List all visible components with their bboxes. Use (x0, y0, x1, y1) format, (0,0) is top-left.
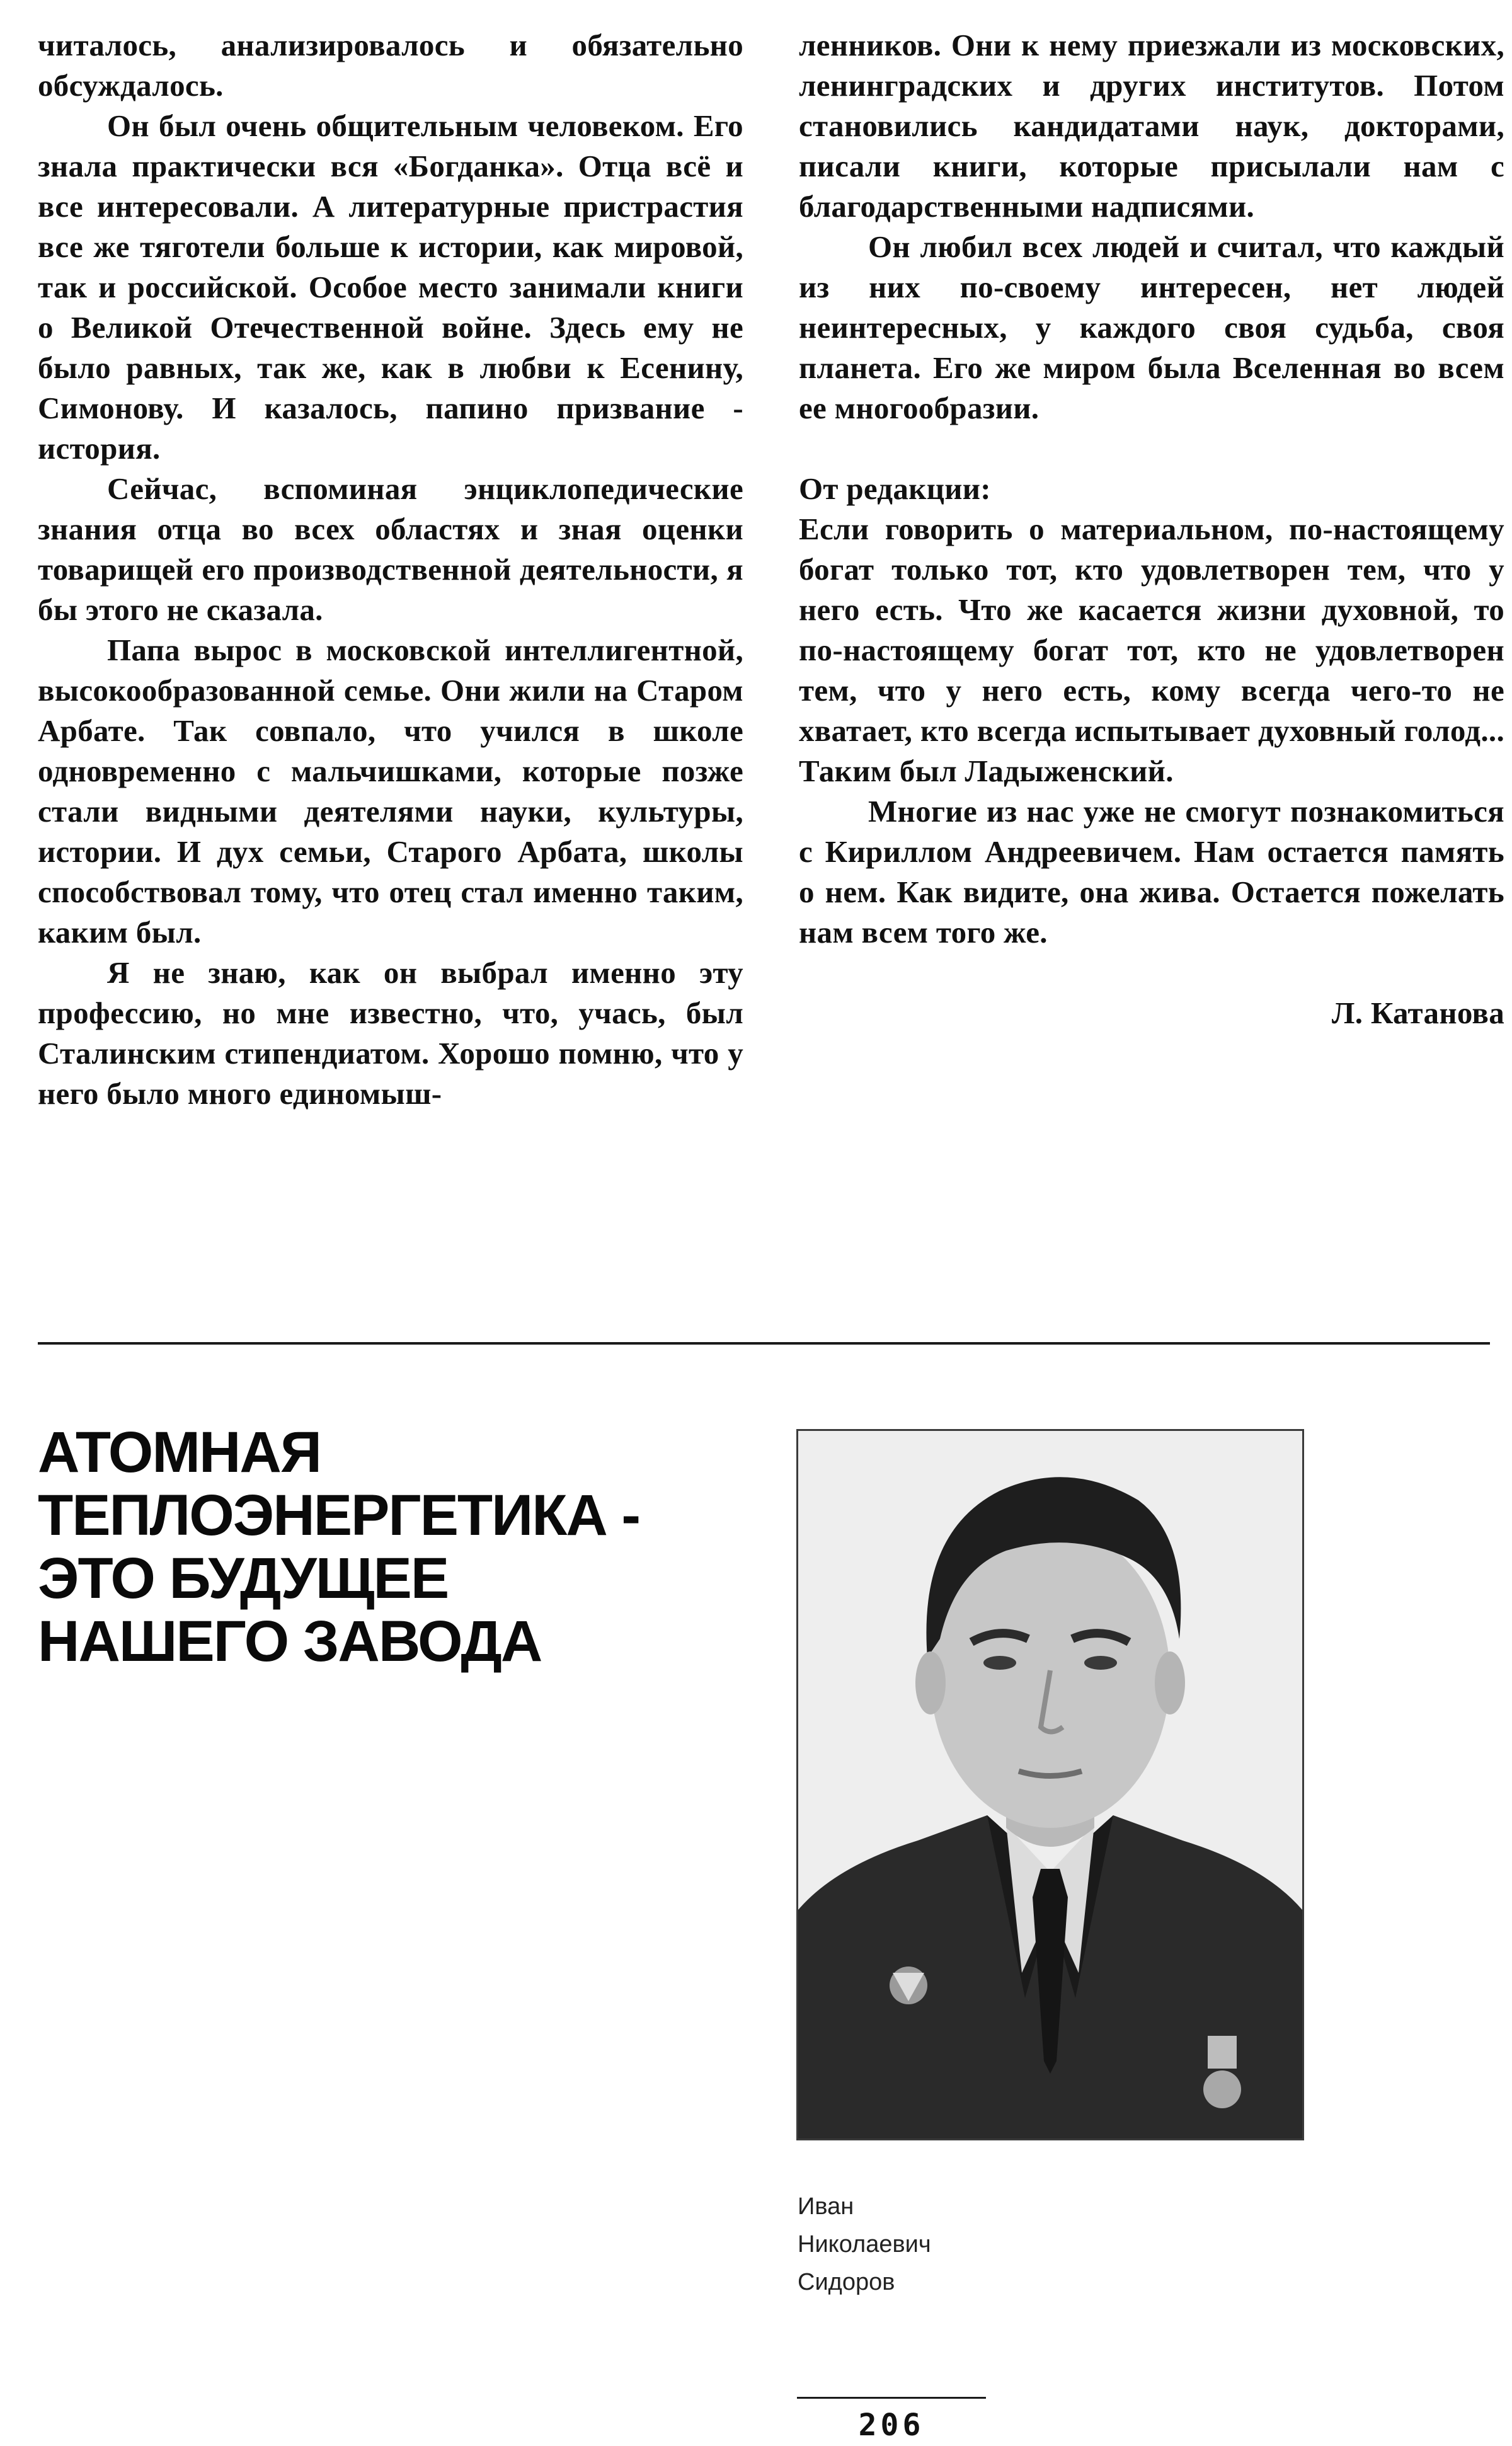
right-column (799, 25, 1504, 1033)
headline-line: ЭТО БУДУЩЕЕ (38, 1546, 449, 1611)
page-number: 206 (858, 2408, 925, 2443)
page-number-rule (797, 2397, 986, 2399)
caption-line: Сидоров (798, 2269, 895, 2295)
portrait-photo (796, 1429, 1304, 2140)
headline-line: ТЕПЛОЭНЕРГЕТИКА - (38, 1483, 640, 1547)
left-column (38, 25, 743, 1114)
photo-caption (798, 2188, 931, 2301)
editorial-heading: От редакции: (799, 471, 991, 506)
headline-line: НАШЕГО ЗАВОДА (38, 1609, 542, 1674)
article-headline (38, 1421, 668, 1673)
paragraph: Сейчас, вспоминая энциклопедические знания отца во всех областях и зная оценки товарищей его производственной деятельности, я бы этого не сказала. (38, 471, 743, 627)
paragraph: читалось, анализировалось и обязательно обсуждалось. (38, 28, 743, 103)
section-divider (38, 1342, 1490, 1345)
paragraph: Папа вырос в московской интеллигентной, высокообразованной семье. Они жили на Старом Арбате. Так совпало, что учился в школе одновременно с мальчишками, которые позже стали видными деятелями науки, культуры, истории. И дух семьи, Старого Арбата, школы способствовал тому, что отец стал именно таким, каким был. (38, 633, 743, 950)
paragraph: Он любил всех людей и считал, что каждый из них по-своему интересен, нет людей неинтересных, у каждого своя судьба, своя планета. Его же миром была Вселенная во всем ее многообразии. (799, 229, 1504, 425)
editorial-text: Если говорить о материальном, по-настоящему богат только тот, кто удовлетворен тем, что у него есть. Что же касается жизни духовной, то по-настоящему богат тот, кто не удовлетворен тем, что у него есть, кому всегда чего-то не хватает, кто всегда испытывает духовный голод... Таким был Ладыженский. (799, 512, 1504, 788)
caption-line: Николаевич (798, 2231, 931, 2258)
headline-line: АТОМНАЯ (38, 1420, 321, 1484)
author-signature: Л. Катанова (1331, 996, 1504, 1030)
paragraph: ленников. Они к нему приезжали из московских, ленинградских и других институтов. Потом становились кандидатами наук, докторами, писали книги, которые присылали нам с благодарственными надписями. (799, 28, 1504, 224)
caption-line: Иван (798, 2193, 854, 2220)
paragraph: Он был очень общительным человеком. Его знала практически вся «Богданка». Отца всё и все интересовали. А литературные пристрастия все же тяготели больше к истории, как мировой, так и российской. Особое место занимали книги о Великой Отечественной войне. Здесь ему не было равных, так же, как в любви к Есенину, Симонову. И казалось, папино призвание - история. (38, 108, 743, 466)
editorial-closing: Многие из нас уже не смогут познакомиться с Кириллом Андреевичем. Нам остается память о нем. Как видите, она жива. Остается пожелать нам всем того же. (799, 794, 1504, 950)
paragraph: Я не знаю, как он выбрал именно эту профессию, но мне известно, что, учась, был Сталинским стипендиатом. Хорошо помню, что у него было много единомыш- (38, 955, 743, 1111)
